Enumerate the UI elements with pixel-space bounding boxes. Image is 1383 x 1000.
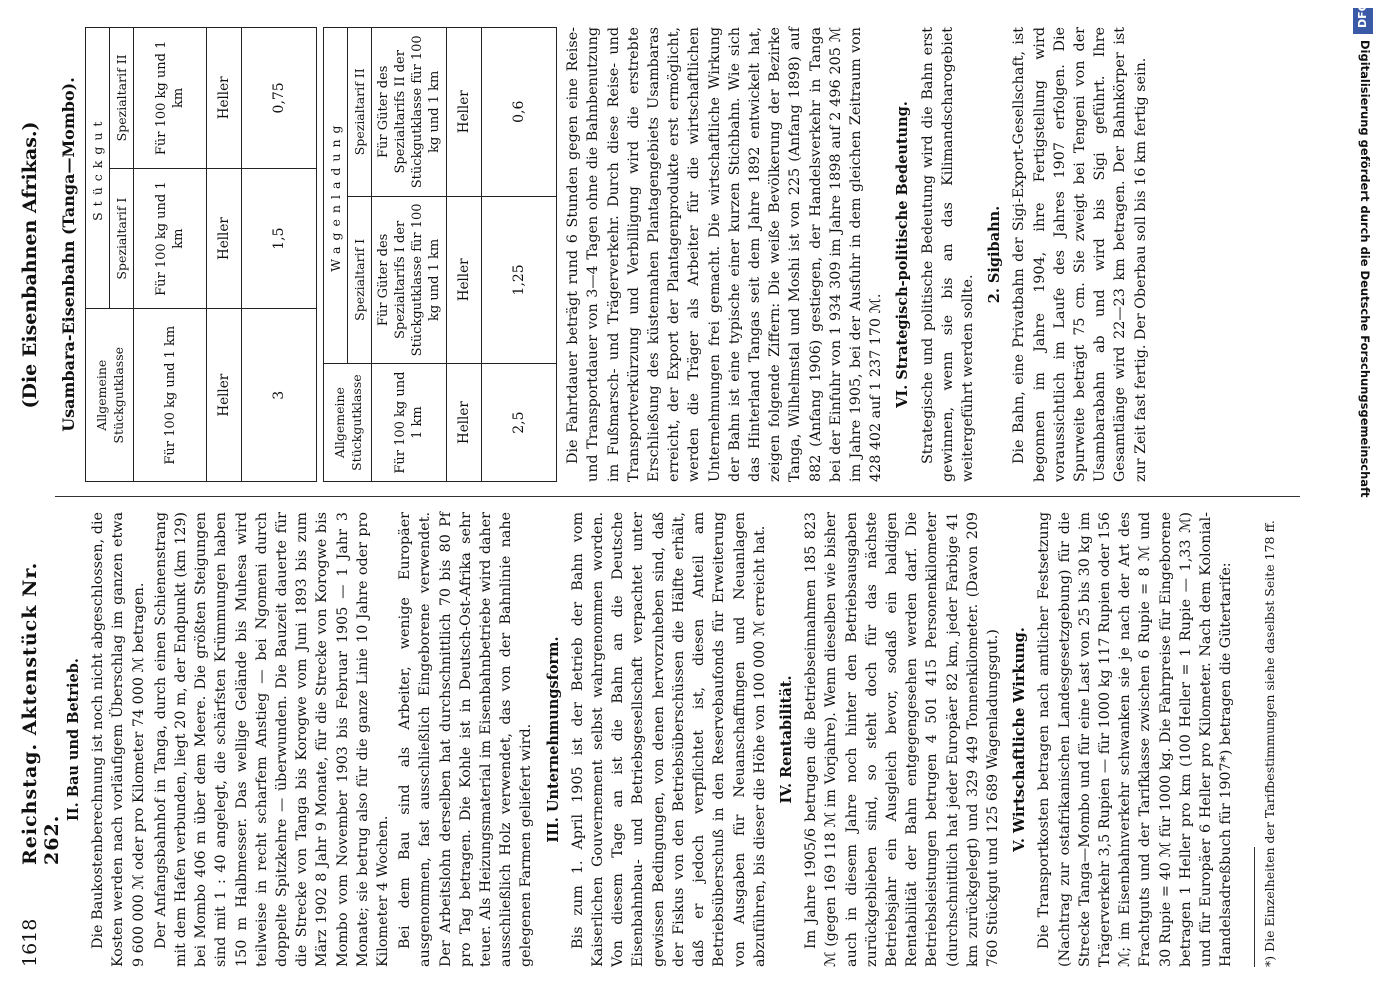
tariff-table-stueckgut — [85, 27, 317, 482]
table-band-label: Wagenladung — [324, 28, 348, 364]
table-cell: Heller — [447, 28, 482, 197]
table-cell: Heller — [447, 196, 482, 364]
table-cell: Heller — [207, 28, 242, 169]
table-header: Allgemeine Stückgutklasse — [324, 364, 372, 482]
paragraph: Bis zum 1. April 1905 ist der Betrieb der Bahn vom Kaiserlichen Gouvernement selbst wahrgenommen worden. Von diesem Tage an ist die Bahn an die Deutsche Eisenbahnbau- und Betriebsgesellschaft verpachtet unter gewissen Bedingungen, von denen hervorzuheben sind, daß der Fiskus von den Betriebsüberschüssen die Hälfte erhält, daß er jedoch verpflichtet ist, diesen Anteil am Betriebsüberschuß in den Reservebaufonds für Erweiterung von Ausgaben für Neuanschaffungen und Neuanlagen abzuführen, bis dieser die Höhe von 100 000 ℳ erreicht hat. — [569, 512, 768, 967]
digitization-credit — [1352, 2, 1374, 993]
section-title: IV. Rentabilität. — [777, 675, 795, 804]
right-column — [57, 27, 1307, 482]
section-title: III. Unternehmungsform. — [544, 636, 562, 843]
table-header: Allgemeine Stückgutklasse — [86, 309, 134, 482]
table-cell: 1,5 — [242, 168, 317, 309]
header-right-title: (Die Eisenbahnen Afrikas.) — [19, 121, 41, 409]
section-title: V. Wirtschaftliche Wirkung. — [1011, 627, 1029, 852]
table-header: Spezialtarif II — [348, 28, 372, 197]
footnote-rule — [1254, 847, 1255, 967]
table-cell: Heller — [207, 309, 242, 482]
table-cell: 0,75 — [242, 28, 317, 169]
paragraph: Strategische und politische Bedeutung wird die Bahn erst gewinnen, wenn sie bis an das Kilimandscharogebiet weitergeführt werden sollte. — [919, 27, 977, 482]
railway-title: Usambara-Eisenbahn (Tanga—Mombo). — [59, 77, 78, 432]
paragraph: Die Bahn, eine Privatbahn der Sigi-Export-Gesellschaft, ist begonnen im Jahre 1904, ihre Fertigstellung wird voraussichtlich im Laufe des Jahres 1907 erfolgen. Die Spurweite beträgt 75 cm. Sie zweigt bei Tengeni von der Usambarabahn ab und wird bis Sigi geführt. Ihre Gesamtlänge wird 22—23 km betragen. Der Bahnkörper ist zur Zeit fast fertig. Der Oberbau soll bis 16 km fertig sein. — [1011, 27, 1149, 482]
table-cell: Für Güter des Spezialtarifs I der Stückgutklasse für 100 kg und 1 km — [372, 196, 447, 364]
table-cell: Heller — [207, 168, 242, 309]
rotated-content — [15, 25, 1315, 975]
table-cell: 2,5 — [482, 364, 557, 482]
section-title: 2. Sigibahn. — [986, 205, 1004, 304]
header-left-title: Reichstag. Aktenstück Nr. 262. — [19, 561, 63, 865]
column-divider — [55, 496, 1300, 497]
footnote: *) Die Einzelheiten der Tarifbestimmungen siehe daselbst Seite 178 ff. — [1262, 520, 1278, 967]
table-cell: Für 100 kg und 1 km — [134, 309, 207, 482]
page-header — [15, 25, 63, 975]
section-title: II. Bau und Betrieb. — [65, 658, 82, 821]
paragraph: Die Fahrtdauer beträgt rund 6 Stunden gegen eine Reise- und Transportdauer von 3—4 Tagen ohne die Bahnbenutzung im Fußmarsch- und Trägerverkehr. Durch diese Reise- und Transportverkürzung und Verbilligung wird die erstrebte Erschließung des küstennahen Plantagengebiets Usambaras erreicht, der Export der Plantagenprodukte erst ermöglicht, werden die Träger als Arbeiter für die wirtschaftlichen Unternehmungen frei gemacht. Die wirtschaftliche Wirkung der Bahn ist eine typische einer kurzen Stichbahn. Wie sich das Hinterland Tangas seit dem Jahre 1892 entwickelt hat, zeigen folgende Ziffern: Die weiße Bevölkerung der Bezirke Tanga, Wilhelmstal und Moshi ist von 225 (Anfang 1898) auf 882 (Anfang 1906) gestiegen, der Handelsverkehr in Tanga bei der Einfuhr von 1 934 309 im Jahre 1898 auf 2 496 205 ℳ im Jahre 1905, bei der Ausfuhr in dem gleichen Zeitraum von 428 402 auf 1 237 170 ℳ. — [565, 27, 885, 482]
table-cell: Für Güter des Spezialtarifs II der Stückgutklasse für 100 kg und 1 km — [372, 28, 447, 197]
paragraph: Die Baukostenberechnung ist noch nicht abgeschlossen, die Kosten werden nach vorläufigem Überschlag im ganzen etwa 9 600 000 ℳ oder pro Kilometer 74 000 ℳ betragen. — [90, 512, 147, 967]
section-title: VI. Strategisch-politische Bedeutung. — [894, 101, 912, 408]
paragraph: Der Anfangsbahnhof in Tanga, durch einen Schienenstrang mit dem Hafen verbunden, liegt 20 m, der Endpunkt (km 129) bei Mombo 406 m über dem Meere. Die größten Steigungen sind mit 1 : 40 angelegt, die schärfsten Krümmungen haben 150 m Halbmesser. Das wellige Gelände bis Muhesa wird teilweise in recht scharfem Anstieg — bei Ngomeni durch doppelte Spitzkehre — überwunden. Die Bauzeit dauerte für die Strecke von Tanga bis Korogwe vom Juni 1893 bis zum März 1902 8 Jahr 9 Monate, für die Strecke von Korogwe bis Mombo vom November 1903 bis Februar 1905 — 1 Jahr 3 Monate; sie betrug also für die ganze Linie 10 Jahre oder pro Kilometer 4 Wochen. — [152, 512, 392, 967]
paragraph: Im Jahre 1905/6 betrugen die Betriebseinnahmen 185 823 ℳ (gegen 169 118 ℳ im Vorjahre). Wenn dieselben wie bisher auch in diesem Jahre noch hinter den Betriebsausgaben zurückgeblieben sind, so steht doch für das nächste Betriebsjahr ein Ausgleich bevor, sodaß ein baldigen Rentabilität der Bahn entgegengesehen werden darf. Die Betriebsleistungen betrugen 4 501 415 Personenkilometer (durchschnittlich hat jeder Europäer 82 km, jeder Farbige 41 km zurückgelegt) und 329 449 Tonnenkilometer. (Davon 209 760 Stückgut und 125 689 Wagenladungsgut.) — [803, 512, 1001, 967]
paragraph: Die Transportkosten betragen nach amtlicher Festsetzung (Nachtrag zur ostafrikanischen Landesgesetzgebung) für die Strecke Tanga—Mombo und für eine Last von 25 bis 30 kg im Trägerverkehr 3,5 Rupien — für 1000 kg 117 Rupien oder 156 ℳ; im Eisenbahnverkehr schwanken sie je nach der Art des Frachtguts und der Tarifklasse zwischen 6 Rupie = 8 ℳ und 30 Rupie = 40 ℳ für 1000 kg. Die Fahrpreise für Eingeborene betragen 1 Heller pro km (100 Heller = 1 Rupie — 1,33 ℳ) und für Europäer 6 Heller pro Kilometer. Nach dem Kolonial-Handelsadreßbuch für 1907*) betragen die Gütertarife: — [1036, 512, 1235, 967]
table-cell: Heller — [447, 364, 482, 482]
table-cell: Für 100 kg und 1 km — [134, 168, 207, 309]
table-header: Spezialtarif II — [110, 28, 134, 169]
table-cell: Für 100 kg und 1 km — [134, 28, 207, 169]
table-cell: Für 100 kg und 1 km — [372, 364, 447, 482]
left-column — [57, 512, 1307, 967]
table-header: Spezialtarif I — [110, 168, 134, 309]
tariff-table-wagenladung — [323, 27, 557, 482]
dfg-logo: DFG — [1353, 8, 1373, 34]
table-cell: 1,25 — [482, 196, 557, 364]
page-number: 1618 — [19, 918, 41, 967]
credit-text: Digitalisierung gefördert durch die Deutsche Forschungsgemeinschaft — [1358, 40, 1372, 498]
table-cell: 3 — [242, 309, 317, 482]
table-cell: 0,6 — [482, 28, 557, 197]
table-header: Spezialtarif I — [348, 196, 372, 364]
paragraph: Bei dem Bau sind als Arbeiter, wenige Europäer ausgenommen, fast ausschließlich Eingeborene verwendet. Der Arbeitslohn derselben hat durchschnittlich 70 bis 80 Pf pro Tag betragen. Die Kohle ist in Deutsch-Ost-Afrika sehr teuer. Als Heizungsmaterial im Eisenbahnbetriebe wird daher ausschließlich Holz verwendet, das von der Bahnlinie nahe gelegenen Farmen geliefert wird. — [397, 512, 535, 967]
table-band-label: Stückgut — [86, 28, 110, 309]
